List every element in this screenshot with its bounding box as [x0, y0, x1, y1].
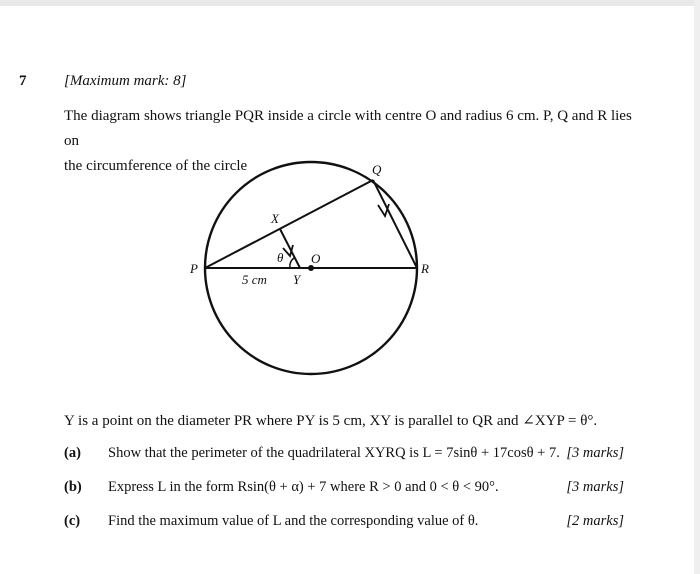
right-edge	[694, 0, 700, 574]
question-stem: Y is a point on the diameter PR where PY is 5 cm, XY is parallel to QR and ∠XYP = θ°.	[64, 413, 598, 429]
circle-triangle-diagram	[180, 160, 450, 400]
label-x: X	[271, 211, 279, 226]
label-p: P	[190, 261, 198, 276]
label-r: R	[421, 261, 429, 276]
label-o: O	[311, 251, 321, 266]
part-a-marks: [3 marks]	[566, 445, 624, 461]
label-py-length: 5 cm	[242, 272, 267, 287]
angle-arc	[290, 258, 294, 268]
part-b-text: Express L in the form Rsin(θ + α) + 7 where R > 0 and 0 < θ < 90°.	[108, 479, 499, 495]
top-edge	[0, 0, 700, 6]
part-c-marks: [2 marks]	[566, 513, 624, 529]
part-a-label: (a)	[64, 445, 81, 461]
part-b-marks: [3 marks]	[566, 479, 624, 495]
parallel-arrow-qr	[378, 204, 389, 216]
question-number: 7	[19, 73, 27, 89]
maximum-mark: [Maximum mark: 8]	[64, 73, 187, 89]
part-c-label: (c)	[64, 513, 81, 529]
label-theta: θ	[277, 250, 284, 265]
intro-line-1: The diagram shows triangle PQR inside a circle with centre O and radius 6 cm. P, Q and R lies on	[64, 108, 632, 149]
part-b-label: (b)	[64, 479, 82, 495]
label-q: Q	[372, 162, 382, 177]
part-a-text: Show that the perimeter of the quadrilateral XYRQ is L = 7sinθ + 17cosθ + 7.	[108, 445, 560, 461]
part-c-text: Find the maximum value of L and the corresponding value of θ.	[108, 513, 479, 529]
side-qr	[373, 180, 417, 268]
intro-line-2: the circumference of the circle	[64, 158, 248, 174]
label-y: Y	[293, 272, 301, 287]
